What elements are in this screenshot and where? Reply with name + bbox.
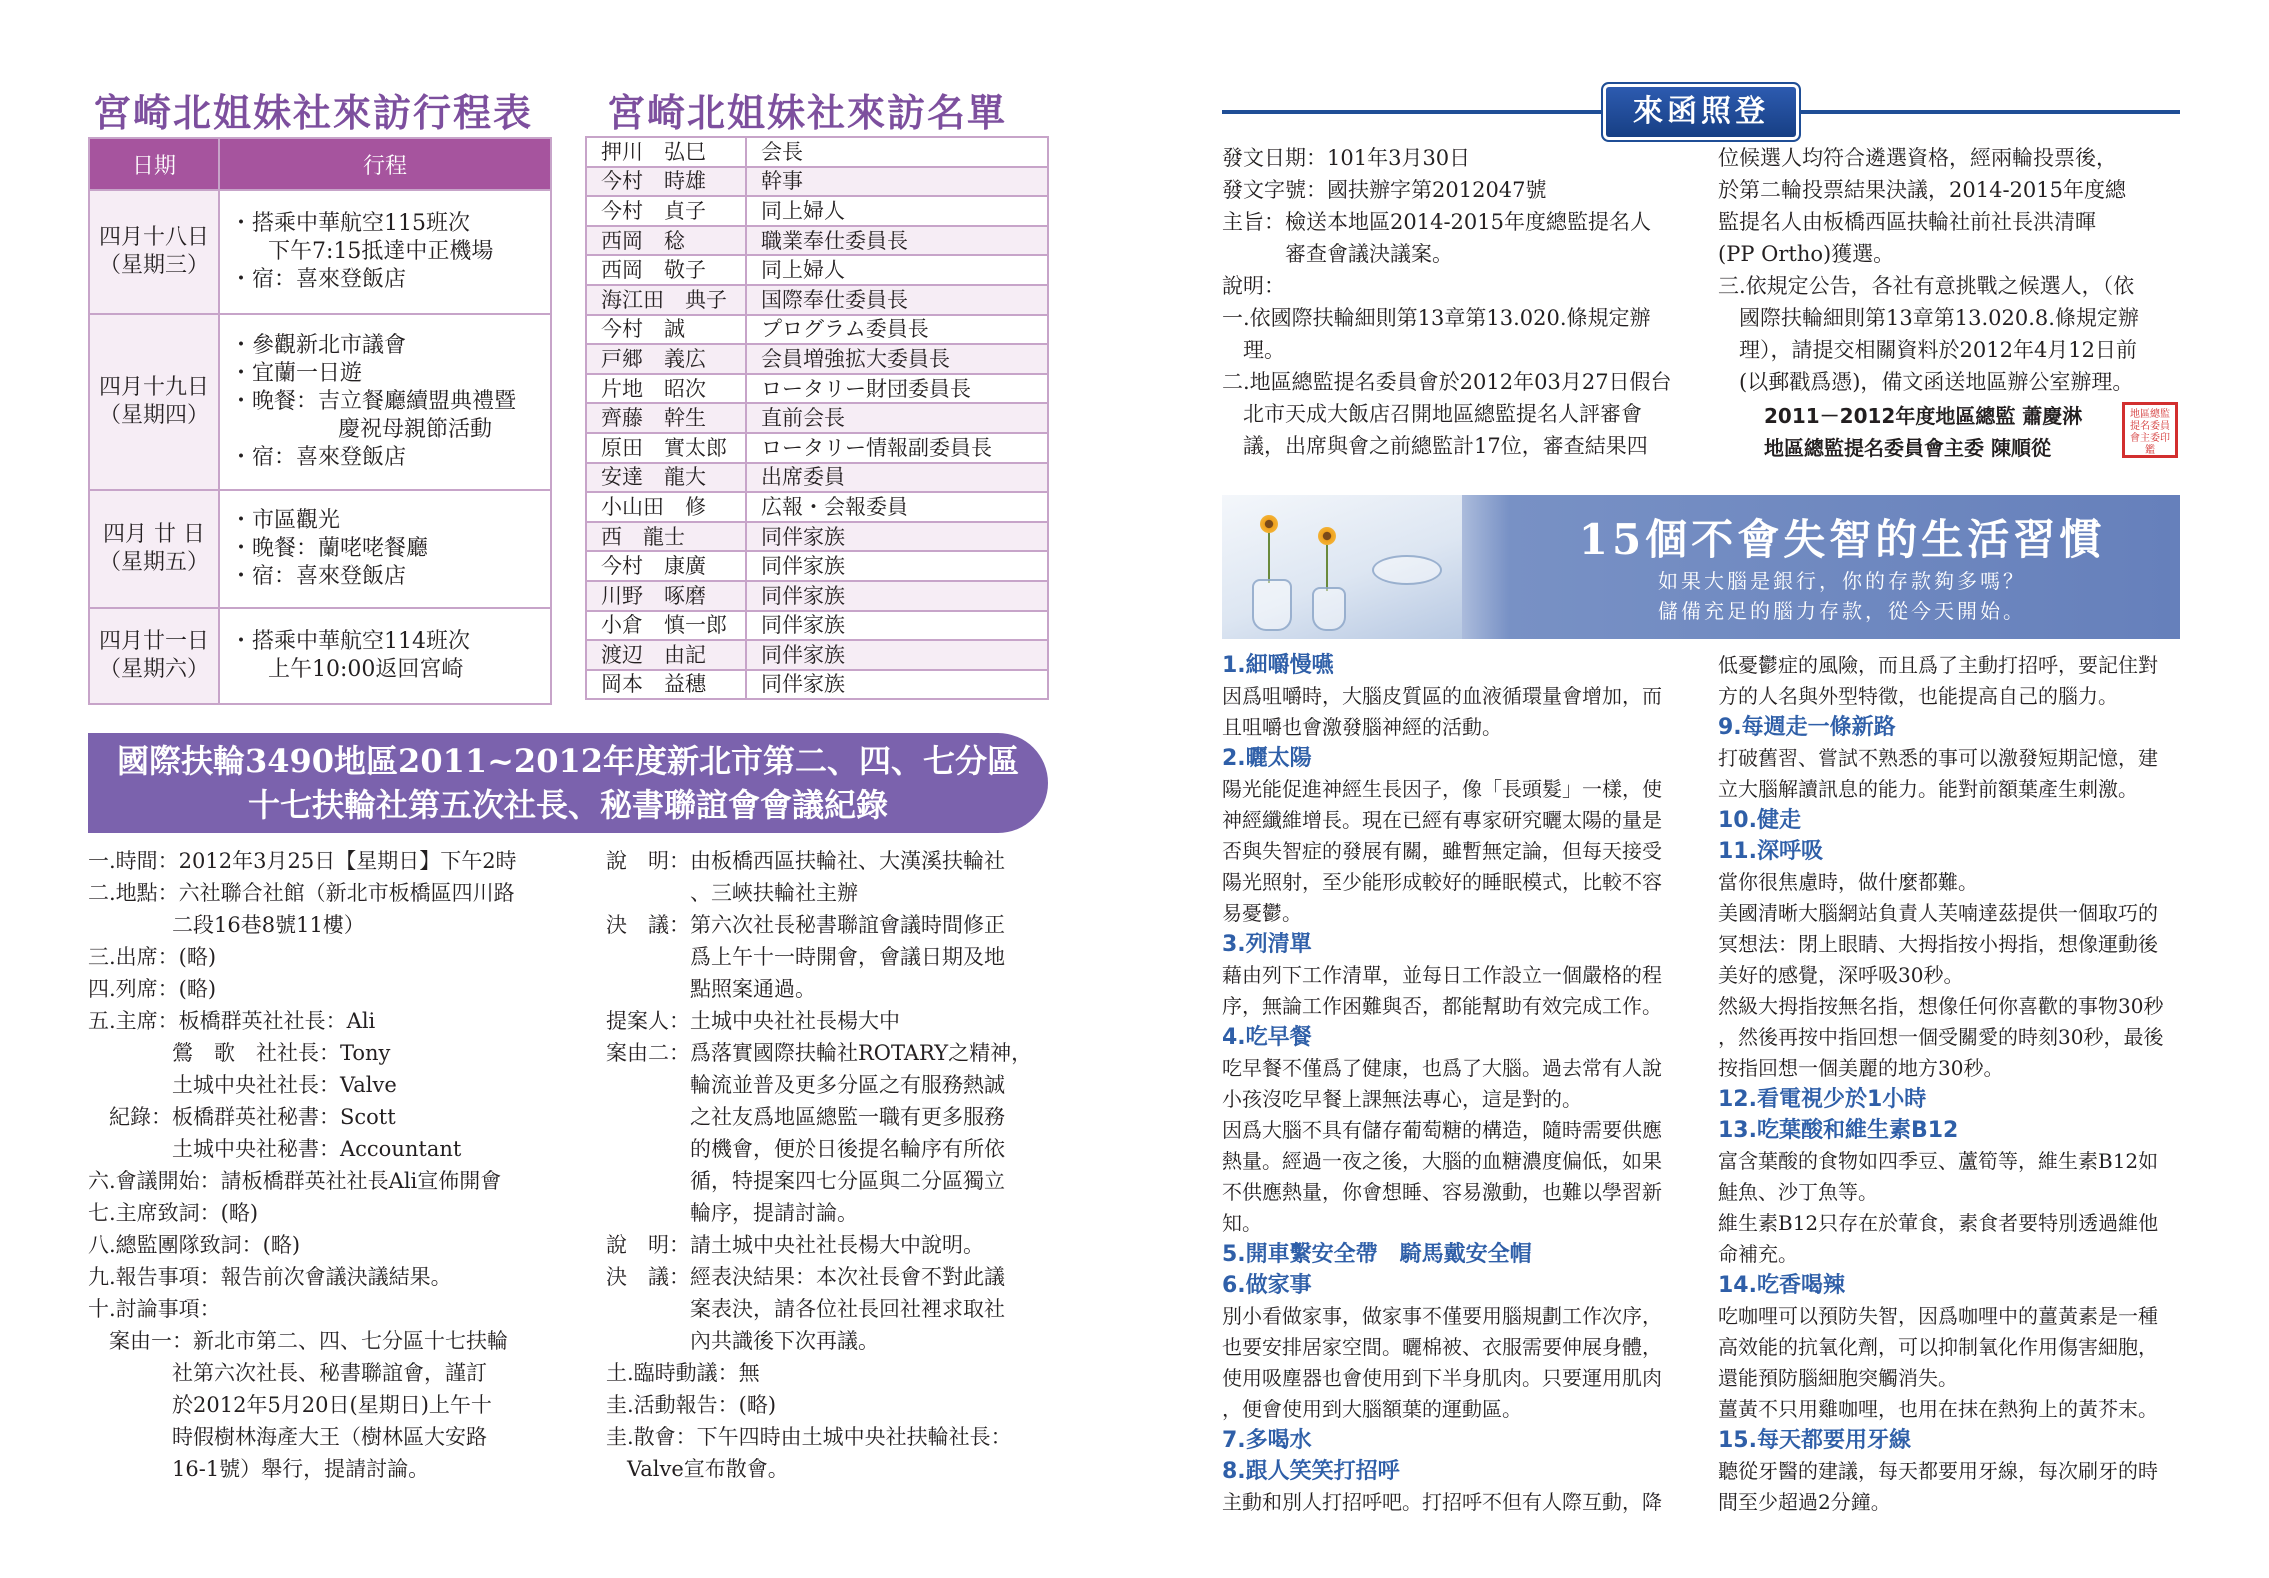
visitor-role: 会長: [746, 137, 1048, 167]
letter-line: 位候選人均符合遴選資格，經兩輪投票後，: [1718, 146, 2117, 170]
minutes-line: 決 議：經表決結果：本次社長會不對此議: [606, 1265, 1005, 1289]
minutes-line: 案由二：爲落實國際扶輪社ROTARY之精神，: [606, 1041, 1033, 1065]
habit-heading: 8.跟人笑笑打招呼: [1222, 1459, 1400, 1484]
minutes-line: 六.會議開始：請板橋群英社社長Ali宣佈開會: [88, 1169, 502, 1193]
schedule-date: [89, 190, 219, 314]
minutes-line: 八.總監團隊致詞：(略): [88, 1233, 301, 1257]
visitor-row: [586, 640, 1048, 670]
letter-line: 理。: [1222, 338, 1285, 362]
visitor-name: 片地 昭次: [586, 374, 746, 404]
visitor-row: [586, 315, 1048, 345]
schedule-plan-item: ・搭乘中華航空114班次: [230, 629, 470, 654]
letter-line: 三.依規定公告，各社有意挑戰之候選人，（依: [1718, 274, 2135, 298]
letter-line: 一.依國際扶輪細則第13章第13.020.條規定辦: [1222, 306, 1651, 330]
visitor-role: ロータリー財団委員長: [746, 374, 1048, 404]
visitor-row: [586, 522, 1048, 552]
schedule-plan-item: ・晚餐：蘭咾咾餐廳: [230, 536, 429, 561]
visitor-role: 同伴家族: [746, 581, 1048, 611]
minutes-line: 十.討論事項：: [88, 1297, 221, 1321]
minutes-line: 點照案通過。: [606, 977, 816, 1001]
schedule-row: [89, 314, 551, 490]
habit-text: 薑黃不只用雞咖哩，也用在抹在熱狗上的黃芥末。: [1718, 1397, 2158, 1421]
meeting-title-line1: 國際扶輪3490地區2011~2012年度新北市第二、四、七分區: [116, 742, 1019, 780]
visitor-row: [586, 196, 1048, 226]
habit-text: ，便會使用到大腦額葉的運動區。: [1222, 1397, 1522, 1421]
minutes-line: 輪流並普及更多分區之有服務熱誠: [606, 1073, 1005, 1097]
schedule-plan-item: ・市區觀光: [230, 508, 341, 533]
habit-text: 鮭魚、沙丁魚等。: [1718, 1180, 1878, 1204]
letter-line: 理），請提交相關資料於2012年4月12日前: [1718, 338, 2138, 362]
minutes-line: 16-1號）舉行，提請討論。: [88, 1457, 430, 1481]
flower-vase-photo: [1222, 495, 1462, 639]
minutes-line: 案表決，請各位社長回社裡求取社: [606, 1297, 1005, 1321]
schedule-plan-item: ・宿：喜來登飯店: [230, 445, 407, 470]
habit-text: 高效能的抗氧化劑，可以抑制氧化作用傷害細胞，: [1718, 1335, 2158, 1359]
schedule-plan-item: 下午7:15抵達中正機場: [268, 239, 494, 264]
schedule-date-weekday: （星期五）: [98, 550, 209, 575]
habit-heading: 10.健走: [1718, 808, 1801, 833]
habits-subtitle-1: 如果大腦是銀行，你的存款夠多嗎？: [1658, 569, 2026, 593]
habit-heading: 5.開車繫安全帶 騎馬戴安全帽: [1222, 1242, 1532, 1267]
schedule-date-weekday: （星期四）: [98, 403, 209, 428]
vase-icon: [1312, 587, 1346, 631]
visitors-table: [585, 136, 1049, 700]
habits-hero-banner: [1222, 495, 2180, 639]
meeting-title-banner: [88, 733, 1048, 833]
habit-text: 且咀嚼也會激發腦神經的活動。: [1222, 715, 1502, 739]
letter-line: 監提名人由板橋西區扶輪社前社長洪清暉: [1718, 210, 2096, 234]
habits-column-2: [1718, 650, 2163, 1518]
visitor-name: 西岡 敬子: [586, 255, 746, 285]
habits-column-1: [1222, 650, 1662, 1518]
habit-text: 小孩沒吃早餐上課無法專心，這是對的。: [1222, 1087, 1582, 1111]
flower-icon: [1260, 515, 1278, 533]
schedule-plan-item: ・搭乘中華航空115班次: [230, 211, 470, 236]
meeting-minutes-left: [88, 845, 517, 1485]
schedule-plan: [219, 608, 551, 704]
minutes-line: 爲上午十一時開會，會議日期及地: [606, 945, 1005, 969]
visitor-role: 直前会長: [746, 403, 1048, 433]
visitor-role: 同伴家族: [746, 640, 1048, 670]
minutes-line: 七.主席致詞：(略): [88, 1201, 259, 1225]
visitor-name: 渡辺 由記: [586, 640, 746, 670]
visitor-role: 広報・会報委員: [746, 492, 1048, 522]
schedule-row: [89, 190, 551, 314]
habit-text: 冥想法：閉上眼睛、大拇指按小拇指，想像運動後: [1718, 932, 2158, 956]
habit-text: 吃咖哩可以預防失智，因爲咖哩中的薑黃素是一種: [1718, 1304, 2158, 1328]
visitor-name: 安達 龍大: [586, 463, 746, 493]
schedule-plan-item: ・參觀新北市議會: [230, 333, 407, 358]
visitor-row: [586, 492, 1048, 522]
minutes-line: 的機會，便於日後提名輪序有所依: [606, 1137, 1005, 1161]
visitor-role: 同伴家族: [746, 551, 1048, 581]
habit-text: 美好的感覺，深呼吸30秒。: [1718, 963, 1964, 987]
schedule-title: 宮崎北姐妹社來訪行程表: [93, 91, 534, 135]
visitor-role: 同上婦人: [746, 196, 1048, 226]
visitor-name: 岡本 益穗: [586, 670, 746, 700]
visitor-role: 国際奉仕委員長: [746, 285, 1048, 315]
schedule-plan-item: 上午10:00返回宮崎: [268, 657, 464, 682]
minutes-line: 五.主席：板橋群英社社長：Ali: [88, 1009, 376, 1033]
visitor-name: 齊藤 幹生: [586, 403, 746, 433]
letter-left-column: [1222, 142, 1672, 462]
flower-icon: [1318, 527, 1336, 545]
minutes-line: 四.列席：(略): [88, 977, 217, 1001]
visitor-name: 小倉 慎一郎: [586, 611, 746, 641]
schedule-date-day: 四月 廿 日: [103, 522, 205, 547]
minutes-line: 九.報告事項：報告前次會議決議結果。: [88, 1265, 452, 1289]
habit-text: 主動和別人打招呼吧。打招呼不但有人際互動，降: [1222, 1490, 1662, 1514]
visitor-row: [586, 285, 1048, 315]
minutes-line: 於2012年5月20日(星期日)上午十: [88, 1393, 492, 1417]
habit-text: 方的人名與外型特徵，也能提高自己的腦力。: [1718, 684, 2118, 708]
habit-text: 命補充。: [1718, 1242, 1798, 1266]
habit-heading: 2.曬太陽: [1222, 746, 1312, 771]
minutes-line: 輪序，提請討論。: [606, 1201, 858, 1225]
schedule-date: [89, 490, 219, 608]
visitor-name: 押川 弘巳: [586, 137, 746, 167]
habit-text: 低憂鬱症的風險，而且爲了主動打招呼，要記住對: [1718, 653, 2158, 677]
vase-icon: [1252, 579, 1292, 631]
visitor-row: [586, 167, 1048, 197]
visitor-name: 原田 實太郎: [586, 433, 746, 463]
habit-heading: 7.多喝水: [1222, 1428, 1312, 1453]
minutes-line: 一.時間：2012年3月25日【星期日】下午2時: [88, 849, 517, 873]
signature-governor: 2011－2012年度地區總監 蕭慶淋: [1764, 404, 2083, 428]
minutes-line: 鶯 歌 社社長：Tony: [88, 1041, 391, 1065]
letter-line: 發文日期：101年3月30日: [1222, 146, 1471, 170]
letter-line: (PP Ortho)獲選。: [1718, 242, 1895, 266]
visitor-role: 同伴家族: [746, 611, 1048, 641]
schedule-plan: [219, 490, 551, 608]
red-seal-stamp: [2122, 402, 2178, 458]
habit-heading: 12.看電視少於1小時: [1718, 1087, 1927, 1112]
bowl-icon: [1372, 555, 1442, 585]
visitor-name: 戸郷 義広: [586, 344, 746, 374]
visitor-role: 出席委員: [746, 463, 1048, 493]
minutes-line: 土城中央社社長：Valve: [88, 1073, 397, 1097]
habit-text: 然級大拇指按無名指，想像任何你喜歡的事物30秒: [1718, 994, 2164, 1018]
habit-text: 間至少超過2分鐘。: [1718, 1490, 1891, 1514]
habit-text: 熱量。經過一夜之後，大腦的血糖濃度偏低，如果: [1222, 1149, 1662, 1173]
minutes-line: 三.出席：(略): [88, 945, 217, 969]
schedule-plan-item: ・宜蘭一日遊: [230, 361, 363, 386]
habit-heading: 14.吃香喝辣: [1718, 1273, 1845, 1298]
minutes-line: 社第六次社長、秘書聯誼會，謹訂: [88, 1361, 487, 1385]
visitor-row: [586, 403, 1048, 433]
minutes-line: 圭.散會：下午四時由土城中央社扶輪社長：: [606, 1425, 1012, 1449]
letter-line: 審查會議決議案。: [1222, 242, 1453, 266]
habit-heading: 11.深呼吸: [1718, 839, 1823, 864]
letter-line: 發文字號：國扶辦字第2012047號: [1222, 178, 1547, 202]
visitor-row: [586, 255, 1048, 285]
minutes-line: 說 明：由板橋西區扶輪社、大漢溪扶輪社: [606, 849, 1005, 873]
visitor-name: 海江田 典子: [586, 285, 746, 315]
minutes-line: 土.臨時動議：無: [606, 1361, 760, 1385]
visitor-row: [586, 344, 1048, 374]
habit-text: 因爲咀嚼時，大腦皮質區的血液循環量會增加，而: [1222, 684, 1662, 708]
schedule-header-date: 日期: [89, 138, 219, 190]
schedule-row: [89, 608, 551, 704]
signature-committee-chair: 地區總監提名委員會主委 陳順從: [1764, 436, 2051, 460]
visitor-row: [586, 611, 1048, 641]
minutes-line: 土城中央社秘書：Accountant: [88, 1137, 462, 1161]
habits-title: 15個不會失智的生活習慣: [1578, 515, 2106, 564]
letter-line: 北市天成大飯店召開地區總監提名人評審會: [1222, 402, 1642, 426]
letter-line: 主旨：檢送本地區2014-2015年度總監提名人: [1222, 210, 1651, 234]
habit-text: 按指回想一個美麗的地方30秒。: [1718, 1056, 2004, 1080]
habit-text: 因爲大腦不具有儲存葡萄糖的構造，隨時需要供應: [1222, 1118, 1662, 1142]
meeting-title-line2: 十七扶輪社第五次社長、秘書聯誼會會議紀錄: [247, 786, 888, 824]
minutes-line: 循，特提案四七分區與二分區獨立: [606, 1169, 1005, 1193]
minutes-line: 二段16巷8號11樓）: [88, 913, 365, 937]
habit-heading: 9.每週走一條新路: [1718, 715, 1896, 740]
habit-text: 立大腦解讀訊息的能力。能對前額葉產生刺激。: [1718, 777, 2138, 801]
visitor-name: 今村 康廣: [586, 551, 746, 581]
letter-right-column: [1718, 142, 2139, 398]
visitor-role: ロータリー情報副委員長: [746, 433, 1048, 463]
visitor-role: 同伴家族: [746, 670, 1048, 700]
visitor-name: 西岡 稔: [586, 226, 746, 256]
visitor-name: 今村 貞子: [586, 196, 746, 226]
visitor-role: プログラム委員長: [746, 315, 1048, 345]
habit-text: 否與失智症的發展有關，雖暫無定論，但每天接受: [1222, 839, 1662, 863]
minutes-line: 內共識後下次再議。: [606, 1329, 879, 1353]
habit-text: 知。: [1222, 1211, 1262, 1235]
schedule-plan-item: ・晚餐：吉立餐廳續盟典禮暨: [230, 389, 517, 414]
habit-heading: 4.吃早餐: [1222, 1025, 1312, 1050]
schedule-row: [89, 490, 551, 608]
schedule-date-weekday: （星期三）: [98, 253, 209, 278]
visitor-name: 小山田 修: [586, 492, 746, 522]
visitor-role: 会員増強拡大委員長: [746, 344, 1048, 374]
minutes-line: 說 明：請土城中央社社長楊大中說明。: [606, 1233, 984, 1257]
habits-subtitle-2: 儲備充足的腦力存款，從今天開始。: [1658, 599, 2026, 623]
schedule-plan-item: ・宿：喜來登飯店: [230, 267, 407, 292]
visitor-row: [586, 463, 1048, 493]
letter-line: 說明：: [1222, 274, 1285, 298]
habit-text: 維生素B12只存在於葷食，素食者要特別透過維他: [1718, 1211, 2159, 1235]
habit-heading: 15.每天都要用牙線: [1718, 1428, 1911, 1453]
visitor-name: 西 龍士: [586, 522, 746, 552]
habit-text: 別小看做家事，做家事不僅要用腦規劃工作次序，: [1222, 1304, 1662, 1328]
minutes-line: 決 議：第六次社長秘書聯誼會議時間修正: [606, 913, 1005, 937]
habit-heading: 3.列清單: [1222, 932, 1312, 957]
habit-heading: 1.細嚼慢嚥: [1222, 653, 1334, 678]
habit-text: 打破舊習、嘗試不熟悉的事可以激發短期記憶，建: [1718, 746, 2158, 770]
visitor-row: [586, 374, 1048, 404]
letter-line: 國際扶輪細則第13章第13.020.8.條規定辦: [1718, 306, 2139, 330]
letter-badge: 來函照登: [1606, 87, 1796, 137]
habit-text: 陽光能促進神經生長因子，像「長頭髮」一樣，使: [1222, 777, 1662, 801]
visitor-role: 職業奉仕委員長: [746, 226, 1048, 256]
schedule-plan: [219, 314, 551, 490]
habit-text: ，然後再按中指回想一個受關愛的時刻30秒，最後: [1718, 1025, 2164, 1049]
habit-heading: 6.做家事: [1222, 1273, 1312, 1298]
habit-text: 美國清晰大腦網站負責人芙喃達茲提供一個取巧的: [1718, 901, 2158, 925]
visitors-title: 宮崎北姐妹社來訪名單: [607, 91, 1008, 135]
schedule-date: [89, 314, 219, 490]
habit-heading: 13.吃葉酸和維生素B12: [1718, 1118, 1959, 1143]
schedule-date-day: 四月十九日: [98, 375, 209, 400]
habit-text: 陽光照射，至少能形成較好的睡眠模式，比較不容: [1222, 870, 1662, 894]
letter-line: 於第二輪投票結果決議，2014-2015年度總: [1718, 178, 2126, 202]
meeting-minutes-right: [606, 845, 1032, 1485]
minutes-line: 圭.活動報告：(略): [606, 1393, 777, 1417]
visitor-role: 幹事: [746, 167, 1048, 197]
habit-text: 序，無論工作困難與否，都能幫助有效完成工作。: [1222, 994, 1662, 1018]
habit-text: 神經纖維增長。現在已經有專家研究曬太陽的量是: [1222, 808, 1662, 832]
minutes-line: 案由一：新北市第二、四、七分區十七扶輪: [88, 1329, 508, 1353]
schedule-plan-item: ・宿：喜來登飯店: [230, 564, 407, 589]
habit-text: 易憂鬱。: [1222, 901, 1302, 925]
visitor-role: 同上婦人: [746, 255, 1048, 285]
schedule-date-weekday: （星期六）: [98, 657, 209, 682]
visitor-row: [586, 581, 1048, 611]
habit-text: 富含葉酸的食物如四季豆、蘆筍等，維生素B12如: [1718, 1149, 2159, 1173]
minutes-line: 二.地點：六社聯合社館（新北市板橋區四川路: [88, 881, 515, 905]
schedule-header-plan: 行程: [219, 138, 551, 190]
letter-line: 議，出席與會之前總監計17位，審查結果四: [1222, 434, 1648, 458]
habit-text: 吃早餐不僅爲了健康，也爲了大腦。過去常有人說: [1222, 1056, 1662, 1080]
habit-text: 聽從牙醫的建議，每天都要用牙線，每次刷牙的時: [1718, 1459, 2158, 1483]
habit-text: 當你很焦慮時，做什麼都難。: [1718, 870, 1978, 894]
minutes-line: 、三峽扶輪社主辦: [606, 881, 858, 905]
visitor-row: [586, 551, 1048, 581]
schedule-plan-item: 慶祝母親節活動: [338, 417, 493, 442]
habit-text: 使用吸塵器也會使用到下半身肌肉。只要運用肌肉: [1222, 1366, 1662, 1390]
habit-text: 藉由列下工作清單，並每日工作設立一個嚴格的程: [1222, 963, 1662, 987]
visitor-name: 川野 啄磨: [586, 581, 746, 611]
visitor-row: [586, 137, 1048, 167]
minutes-line: 紀錄：板橋群英社秘書：Scott: [88, 1105, 396, 1129]
letter-line: (以郵戳爲憑)，備文函送地區辦公室辦理。: [1718, 370, 2134, 394]
visitor-name: 今村 時雄: [586, 167, 746, 197]
minutes-line: 提案人：土城中央社社長楊大中: [606, 1009, 900, 1033]
minutes-line: 之社友爲地區總監一職有更多服務: [606, 1105, 1005, 1129]
schedule-date-day: 四月廿一日: [98, 629, 209, 654]
habit-text: 不供應熱量，你會想睡、容易激動，也難以學習新: [1222, 1180, 1662, 1204]
visitor-row: [586, 670, 1048, 700]
visitor-role: 同伴家族: [746, 522, 1048, 552]
letter-line: 二.地區總監提名委員會於2012年03月27日假台: [1222, 370, 1672, 394]
schedule-date-day: 四月十八日: [98, 225, 209, 250]
visitor-name: 今村 誠: [586, 315, 746, 345]
schedule-date: [89, 608, 219, 704]
seal-text: 地區總監提名委員會主委印鑑: [2130, 409, 2170, 456]
minutes-line: Valve宣布散會。: [606, 1457, 789, 1481]
schedule-plan: [219, 190, 551, 314]
visitor-row: [586, 226, 1048, 256]
habit-text: 也要安排居家空間。曬棉被、衣服需要伸展身體，: [1222, 1335, 1662, 1359]
minutes-line: 時假樹林海產大王（樹林區大安路: [88, 1425, 487, 1449]
visitor-row: [586, 433, 1048, 463]
habit-text: 還能預防腦細胞突觸消失。: [1718, 1366, 1958, 1390]
schedule-table: [88, 137, 552, 705]
